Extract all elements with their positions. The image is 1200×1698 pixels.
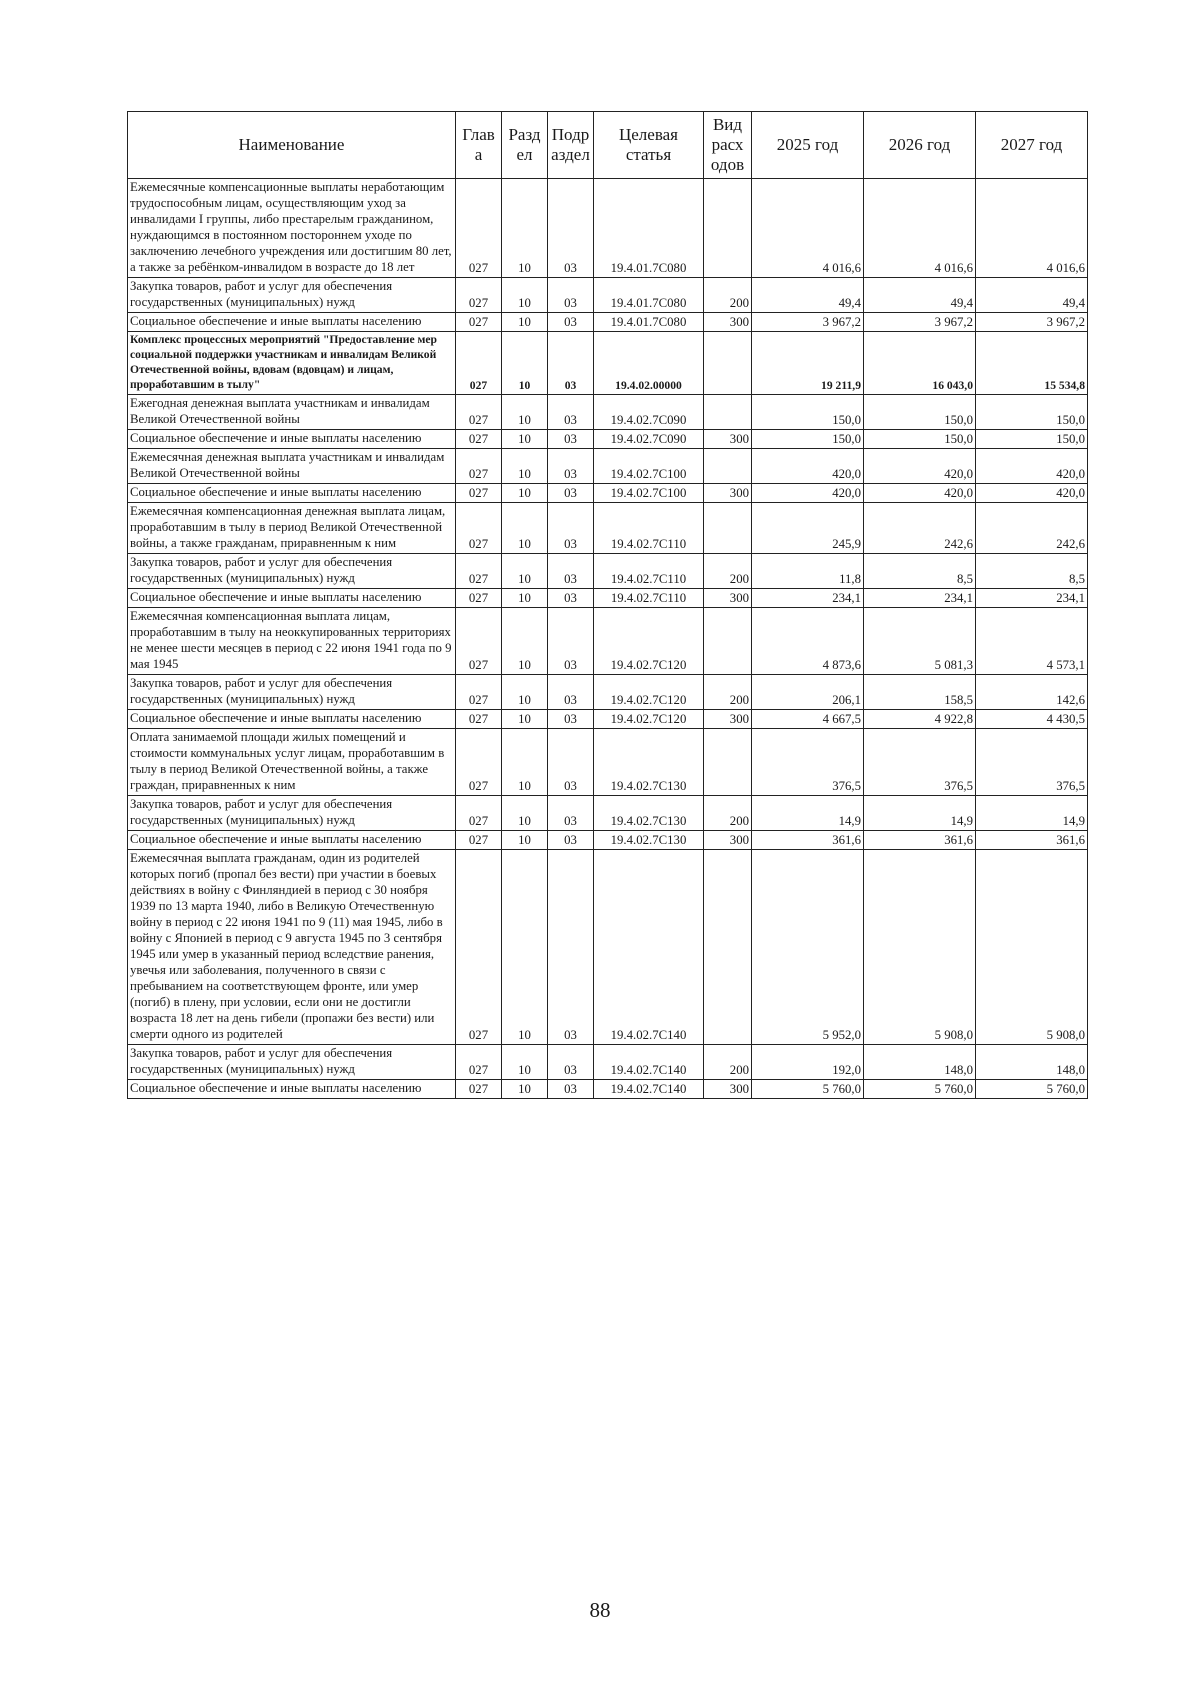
cell-podrazdel: 03 <box>548 675 594 710</box>
cell-vid <box>704 608 752 675</box>
table-row <box>128 430 1088 449</box>
cell-glava: 027 <box>456 449 502 484</box>
cell-name: Ежемесячная выплата гражданам, один из родителей которых погиб (пропал без вести) при участии в боевых действиях в войну с Финляндией в период с 30 ноября 1939 по 13 марта 1940, либо в Великую Отечественную войну в период с 22 июня 1941 по 9 (11) мая 1945, либо в войну с Японией в период с 9 августа 1945 по 3 сентября 1945 или умер в указанный период вследствие ранения, увечья или заболевания, полученного в связи с пребыванием на соответствующем фронте, или умер (погиб) в плену, при условии, если они не достигли возраста 18 лет на день гибели (пропажи без вести) или смерти одного из родителей <box>128 850 456 1045</box>
cell-name: Ежемесячная компенсационная выплата лицам, проработавшим в тылу на неоккупированных территориях не менее шести месяцев в период с 22 июня 1941 года по 9 мая 1945 <box>128 608 456 675</box>
table-row <box>128 1080 1088 1099</box>
cell-vid <box>704 332 752 395</box>
table-row <box>128 554 1088 589</box>
cell-y2027: 49,4 <box>976 278 1088 313</box>
cell-name: Ежегодная денежная выплата участникам и инвалидам Великой Отечественной войны <box>128 395 456 430</box>
cell-y2025: 11,8 <box>752 554 864 589</box>
cell-y2025: 234,1 <box>752 589 864 608</box>
cell-podrazdel: 03 <box>548 589 594 608</box>
cell-y2026: 5 081,3 <box>864 608 976 675</box>
cell-vid: 200 <box>704 1045 752 1080</box>
cell-vid: 200 <box>704 278 752 313</box>
cell-name: Комплекс процессных мероприятий "Предоставление мер социальной поддержки участникам и инвалидам Великой Отечественной войны, вдовам (вдовцам) и лицам, проработавшим в тылу" <box>128 332 456 395</box>
table-row <box>128 850 1088 1045</box>
cell-vid: 300 <box>704 831 752 850</box>
cell-y2026: 361,6 <box>864 831 976 850</box>
cell-podrazdel: 03 <box>548 1080 594 1099</box>
cell-name: Закупка товаров, работ и услуг для обеспечения государственных (муниципальных) нужд <box>128 1045 456 1080</box>
cell-razdel: 10 <box>502 729 548 796</box>
cell-vid: 300 <box>704 313 752 332</box>
cell-tselevaya: 19.4.02.7C110 <box>594 554 704 589</box>
cell-glava: 027 <box>456 675 502 710</box>
table-row <box>128 729 1088 796</box>
cell-podrazdel: 03 <box>548 608 594 675</box>
cell-name: Социальное обеспечение и иные выплаты населению <box>128 831 456 850</box>
cell-tselevaya: 19.4.02.7C120 <box>594 710 704 729</box>
cell-tselevaya: 19.4.02.7C130 <box>594 796 704 831</box>
cell-podrazdel: 03 <box>548 179 594 278</box>
cell-razdel: 10 <box>502 395 548 430</box>
cell-podrazdel: 03 <box>548 1045 594 1080</box>
cell-tselevaya: 19.4.01.7C080 <box>594 179 704 278</box>
cell-tselevaya: 19.4.02.7C140 <box>594 1045 704 1080</box>
cell-vid: 300 <box>704 484 752 503</box>
cell-tselevaya: 19.4.02.7C140 <box>594 1080 704 1099</box>
cell-razdel: 10 <box>502 503 548 554</box>
cell-podrazdel: 03 <box>548 710 594 729</box>
cell-glava: 027 <box>456 179 502 278</box>
cell-podrazdel: 03 <box>548 395 594 430</box>
cell-razdel: 10 <box>502 675 548 710</box>
cell-glava: 027 <box>456 850 502 1045</box>
cell-tselevaya: 19.4.02.7C090 <box>594 395 704 430</box>
cell-name: Социальное обеспечение и иные выплаты населению <box>128 484 456 503</box>
cell-podrazdel: 03 <box>548 430 594 449</box>
cell-y2026: 234,1 <box>864 589 976 608</box>
cell-glava: 027 <box>456 589 502 608</box>
table-row <box>128 179 1088 278</box>
cell-vid: 200 <box>704 675 752 710</box>
cell-y2027: 420,0 <box>976 449 1088 484</box>
cell-y2027: 420,0 <box>976 484 1088 503</box>
cell-y2025: 4 016,6 <box>752 179 864 278</box>
cell-y2026: 4 016,6 <box>864 179 976 278</box>
cell-y2025: 420,0 <box>752 484 864 503</box>
table-row <box>128 589 1088 608</box>
cell-podrazdel: 03 <box>548 313 594 332</box>
cell-vid: 300 <box>704 589 752 608</box>
cell-y2027: 361,6 <box>976 831 1088 850</box>
cell-tselevaya: 19.4.02.7C110 <box>594 503 704 554</box>
cell-y2025: 192,0 <box>752 1045 864 1080</box>
cell-podrazdel: 03 <box>548 831 594 850</box>
cell-podrazdel: 03 <box>548 484 594 503</box>
cell-razdel: 10 <box>502 554 548 589</box>
cell-razdel: 10 <box>502 449 548 484</box>
cell-y2027: 5 760,0 <box>976 1080 1088 1099</box>
cell-y2027: 15 534,8 <box>976 332 1088 395</box>
cell-y2026: 49,4 <box>864 278 976 313</box>
cell-y2027: 242,6 <box>976 503 1088 554</box>
cell-glava: 027 <box>456 729 502 796</box>
cell-y2026: 150,0 <box>864 430 976 449</box>
cell-glava: 027 <box>456 831 502 850</box>
cell-vid: 300 <box>704 1080 752 1099</box>
cell-y2026: 242,6 <box>864 503 976 554</box>
cell-razdel: 10 <box>502 313 548 332</box>
cell-tselevaya: 19.4.02.7C130 <box>594 729 704 796</box>
cell-vid <box>704 395 752 430</box>
cell-y2025: 4 873,6 <box>752 608 864 675</box>
cell-razdel: 10 <box>502 332 548 395</box>
cell-glava: 027 <box>456 503 502 554</box>
cell-y2025: 206,1 <box>752 675 864 710</box>
cell-vid <box>704 449 752 484</box>
cell-y2025: 361,6 <box>752 831 864 850</box>
cell-razdel: 10 <box>502 831 548 850</box>
cell-name: Социальное обеспечение и иные выплаты населению <box>128 589 456 608</box>
cell-razdel: 10 <box>502 608 548 675</box>
cell-razdel: 10 <box>502 1045 548 1080</box>
cell-y2025: 14,9 <box>752 796 864 831</box>
table-body <box>128 179 1088 1099</box>
cell-name: Закупка товаров, работ и услуг для обеспечения государственных (муниципальных) нужд <box>128 796 456 831</box>
cell-podrazdel: 03 <box>548 332 594 395</box>
header-glava: Глав а <box>456 112 502 179</box>
cell-y2026: 14,9 <box>864 796 976 831</box>
table-row <box>128 484 1088 503</box>
cell-y2025: 5 952,0 <box>752 850 864 1045</box>
cell-razdel: 10 <box>502 278 548 313</box>
cell-y2026: 376,5 <box>864 729 976 796</box>
cell-vid: 300 <box>704 430 752 449</box>
cell-y2027: 3 967,2 <box>976 313 1088 332</box>
cell-name: Социальное обеспечение и иные выплаты населению <box>128 313 456 332</box>
cell-y2026: 4 922,8 <box>864 710 976 729</box>
cell-y2026: 420,0 <box>864 449 976 484</box>
cell-podrazdel: 03 <box>548 449 594 484</box>
cell-y2027: 8,5 <box>976 554 1088 589</box>
cell-razdel: 10 <box>502 850 548 1045</box>
table-row <box>128 503 1088 554</box>
table-row <box>128 710 1088 729</box>
cell-podrazdel: 03 <box>548 554 594 589</box>
header-razdel: Разд ел <box>502 112 548 179</box>
cell-tselevaya: 19.4.02.7C100 <box>594 484 704 503</box>
table-row <box>128 332 1088 395</box>
cell-glava: 027 <box>456 796 502 831</box>
cell-tselevaya: 19.4.02.7C120 <box>594 608 704 675</box>
cell-y2027: 150,0 <box>976 395 1088 430</box>
cell-glava: 027 <box>456 313 502 332</box>
cell-podrazdel: 03 <box>548 278 594 313</box>
cell-name: Оплата занимаемой площади жилых помещений и стоимости коммунальных услуг лицам, проработавшим в тылу в период Великой Отечественной войны, а также граждан, приравненных к ним <box>128 729 456 796</box>
cell-glava: 027 <box>456 430 502 449</box>
cell-y2025: 49,4 <box>752 278 864 313</box>
cell-y2027: 234,1 <box>976 589 1088 608</box>
cell-glava: 027 <box>456 554 502 589</box>
cell-y2025: 420,0 <box>752 449 864 484</box>
cell-name: Закупка товаров, работ и услуг для обеспечения государственных (муниципальных) нужд <box>128 278 456 313</box>
cell-name: Социальное обеспечение и иные выплаты населению <box>128 710 456 729</box>
cell-vid <box>704 503 752 554</box>
cell-razdel: 10 <box>502 710 548 729</box>
cell-y2025: 150,0 <box>752 395 864 430</box>
header-2026: 2026 год <box>864 112 976 179</box>
table-row <box>128 831 1088 850</box>
cell-y2027: 150,0 <box>976 430 1088 449</box>
cell-y2026: 150,0 <box>864 395 976 430</box>
cell-vid <box>704 729 752 796</box>
cell-razdel: 10 <box>502 179 548 278</box>
cell-glava: 027 <box>456 710 502 729</box>
page-number: 88 <box>589 1598 611 1622</box>
cell-y2027: 376,5 <box>976 729 1088 796</box>
cell-podrazdel: 03 <box>548 503 594 554</box>
cell-vid: 300 <box>704 710 752 729</box>
cell-y2025: 376,5 <box>752 729 864 796</box>
cell-y2026: 148,0 <box>864 1045 976 1080</box>
header-podrazdel: Подр аздел <box>548 112 594 179</box>
cell-glava: 027 <box>456 332 502 395</box>
cell-vid <box>704 850 752 1045</box>
cell-glava: 027 <box>456 484 502 503</box>
cell-razdel: 10 <box>502 430 548 449</box>
table-row <box>128 449 1088 484</box>
cell-tselevaya: 19.4.02.7C100 <box>594 449 704 484</box>
cell-vid: 200 <box>704 796 752 831</box>
cell-y2027: 148,0 <box>976 1045 1088 1080</box>
cell-y2025: 3 967,2 <box>752 313 864 332</box>
cell-name: Социальное обеспечение и иные выплаты населению <box>128 1080 456 1099</box>
cell-y2026: 3 967,2 <box>864 313 976 332</box>
cell-glava: 027 <box>456 395 502 430</box>
cell-razdel: 10 <box>502 1080 548 1099</box>
cell-tselevaya: 19.4.01.7C080 <box>594 278 704 313</box>
cell-name: Ежемесячная денежная выплата участникам и инвалидам Великой Отечественной войны <box>128 449 456 484</box>
cell-name: Ежемесячная компенсационная денежная выплата лицам, проработавшим в тылу в период Великой Отечественной войны, а также гражданам, приравненным к ним <box>128 503 456 554</box>
budget-table-sheet <box>127 111 1087 1099</box>
cell-y2026: 8,5 <box>864 554 976 589</box>
cell-y2027: 142,6 <box>976 675 1088 710</box>
table-header-row <box>128 112 1088 179</box>
cell-tselevaya: 19.4.02.7C090 <box>594 430 704 449</box>
table-row <box>128 395 1088 430</box>
cell-tselevaya: 19.4.01.7C080 <box>594 313 704 332</box>
table-row <box>128 675 1088 710</box>
cell-razdel: 10 <box>502 796 548 831</box>
cell-name: Ежемесячные компенсационные выплаты неработающим трудоспособным лицам, осуществляющим уход за инвалидами I группы, либо престарелым гражданином, нуждающимся в постоянном постороннем уходе по заключению лечебного учреждения или достигшим 80 лет, а также за ребёнком-инвалидом в возрасте до 18 лет <box>128 179 456 278</box>
table-row <box>128 1045 1088 1080</box>
header-2027: 2027 год <box>976 112 1088 179</box>
cell-tselevaya: 19.4.02.7C130 <box>594 831 704 850</box>
table-row <box>128 313 1088 332</box>
cell-vid <box>704 179 752 278</box>
cell-name: Закупка товаров, работ и услуг для обеспечения государственных (муниципальных) нужд <box>128 675 456 710</box>
header-tselevaya: Целевая статья <box>594 112 704 179</box>
cell-y2027: 4 573,1 <box>976 608 1088 675</box>
cell-podrazdel: 03 <box>548 729 594 796</box>
cell-vid: 200 <box>704 554 752 589</box>
cell-name: Социальное обеспечение и иные выплаты населению <box>128 430 456 449</box>
cell-glava: 027 <box>456 278 502 313</box>
cell-y2027: 4 430,5 <box>976 710 1088 729</box>
cell-tselevaya: 19.4.02.7C140 <box>594 850 704 1045</box>
table-row <box>128 796 1088 831</box>
cell-y2026: 5 760,0 <box>864 1080 976 1099</box>
cell-name: Закупка товаров, работ и услуг для обеспечения государственных (муниципальных) нужд <box>128 554 456 589</box>
cell-y2026: 158,5 <box>864 675 976 710</box>
cell-podrazdel: 03 <box>548 850 594 1045</box>
cell-y2026: 5 908,0 <box>864 850 976 1045</box>
cell-y2027: 5 908,0 <box>976 850 1088 1045</box>
table-row <box>128 278 1088 313</box>
cell-razdel: 10 <box>502 589 548 608</box>
cell-y2027: 4 016,6 <box>976 179 1088 278</box>
cell-y2027: 14,9 <box>976 796 1088 831</box>
cell-y2025: 4 667,5 <box>752 710 864 729</box>
cell-y2025: 5 760,0 <box>752 1080 864 1099</box>
header-name: Наименование <box>128 112 456 179</box>
cell-tselevaya: 19.4.02.00000 <box>594 332 704 395</box>
header-vid: Вид расх одов <box>704 112 752 179</box>
table-row <box>128 608 1088 675</box>
cell-y2026: 16 043,0 <box>864 332 976 395</box>
header-2025: 2025 год <box>752 112 864 179</box>
cell-y2026: 420,0 <box>864 484 976 503</box>
budget-table <box>127 111 1088 1099</box>
cell-razdel: 10 <box>502 484 548 503</box>
cell-y2025: 19 211,9 <box>752 332 864 395</box>
cell-y2025: 245,9 <box>752 503 864 554</box>
cell-glava: 027 <box>456 1045 502 1080</box>
cell-tselevaya: 19.4.02.7C120 <box>594 675 704 710</box>
cell-glava: 027 <box>456 1080 502 1099</box>
cell-glava: 027 <box>456 608 502 675</box>
cell-tselevaya: 19.4.02.7C110 <box>594 589 704 608</box>
cell-podrazdel: 03 <box>548 796 594 831</box>
cell-y2025: 150,0 <box>752 430 864 449</box>
